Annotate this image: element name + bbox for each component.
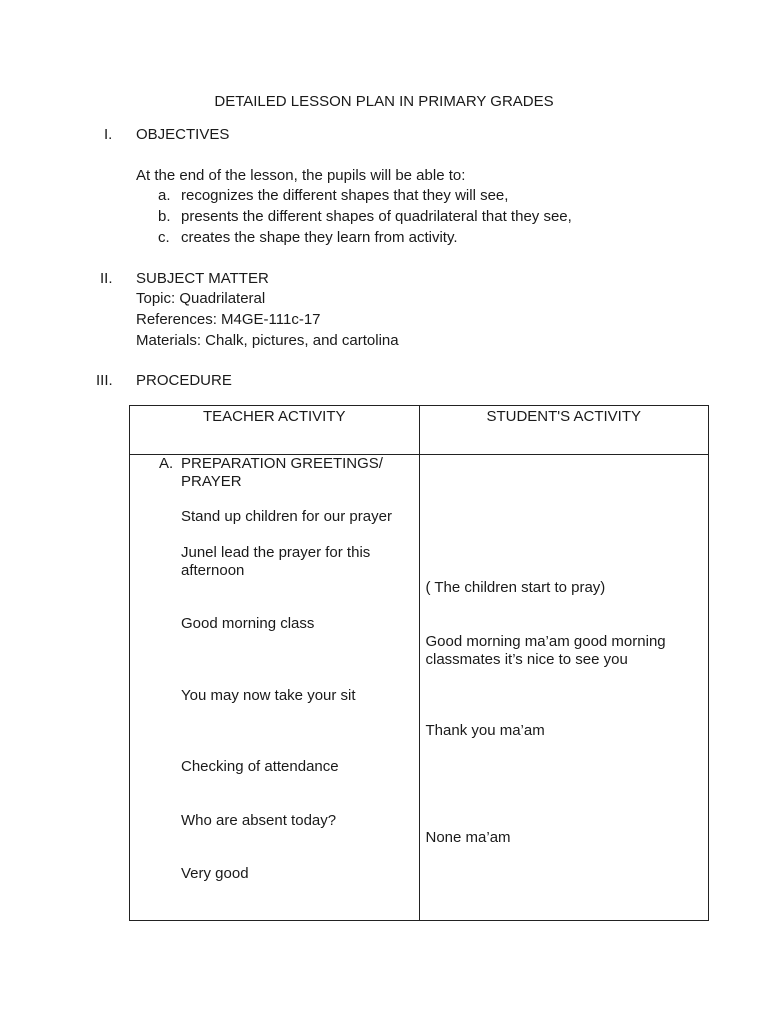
subject-topic: Topic: Quadrilateral bbox=[136, 290, 266, 307]
column-header: TEACHER ACTIVITY bbox=[202, 408, 346, 425]
objective-item: recognizes the different shapes that they will see, bbox=[181, 187, 509, 204]
student-line: ( The children start to pray) bbox=[425, 579, 606, 596]
teacher-line: You may now take your sit bbox=[181, 687, 356, 704]
teacher-line: Who are absent today? bbox=[181, 812, 337, 829]
student-line: Thank you ma’am bbox=[425, 722, 545, 739]
student-line: None ma’am bbox=[425, 829, 511, 846]
objective-item: creates the shape they learn from activity. bbox=[181, 229, 458, 246]
objective-letter: a. bbox=[158, 187, 171, 204]
objectives-intro: At the end of the lesson, the pupils will be able to: bbox=[136, 167, 466, 184]
section-heading-subject-matter: SUBJECT MATTER bbox=[136, 270, 269, 287]
subject-references: References: M4GE-111c-17 bbox=[136, 311, 321, 328]
subject-materials: Materials: Chalk, pictures, and cartolina bbox=[136, 332, 399, 349]
section-letter: A. bbox=[159, 455, 174, 472]
teacher-line: Stand up children for our prayer bbox=[181, 508, 392, 525]
teacher-line: afternoon bbox=[181, 562, 245, 579]
student-activity-header bbox=[419, 406, 709, 455]
document-title: DETAILED LESSON PLAN IN PRIMARY GRADES bbox=[214, 93, 554, 110]
student-line: Good morning ma’am good morning bbox=[425, 633, 666, 650]
teacher-activity-cell bbox=[130, 455, 420, 921]
section-title: PREPARATION GREETINGS/ bbox=[181, 455, 383, 472]
column-header: STUDENT'S ACTIVITY bbox=[486, 408, 642, 425]
objective-letter: c. bbox=[158, 229, 170, 246]
section-numeral-procedure: III. bbox=[96, 372, 113, 389]
objective-letter: b. bbox=[158, 208, 171, 225]
student-activity-cell bbox=[419, 455, 709, 921]
section-title: PRAYER bbox=[181, 473, 242, 490]
teacher-line: Very good bbox=[181, 865, 249, 882]
teacher-line: Junel lead the prayer for this bbox=[181, 544, 371, 561]
section-heading-procedure: PROCEDURE bbox=[136, 372, 232, 389]
teacher-activity-header bbox=[130, 406, 420, 455]
section-numeral-subject-matter: II. bbox=[100, 270, 113, 287]
section-numeral-objectives: I. bbox=[104, 126, 113, 143]
objective-item: presents the different shapes of quadrilateral that they see, bbox=[181, 208, 572, 225]
teacher-line: Checking of attendance bbox=[181, 758, 339, 775]
student-line: classmates it’s nice to see you bbox=[425, 651, 628, 668]
teacher-line: Good morning class bbox=[181, 615, 315, 632]
procedure-table bbox=[129, 405, 709, 921]
section-heading-objectives: OBJECTIVES bbox=[136, 126, 230, 143]
